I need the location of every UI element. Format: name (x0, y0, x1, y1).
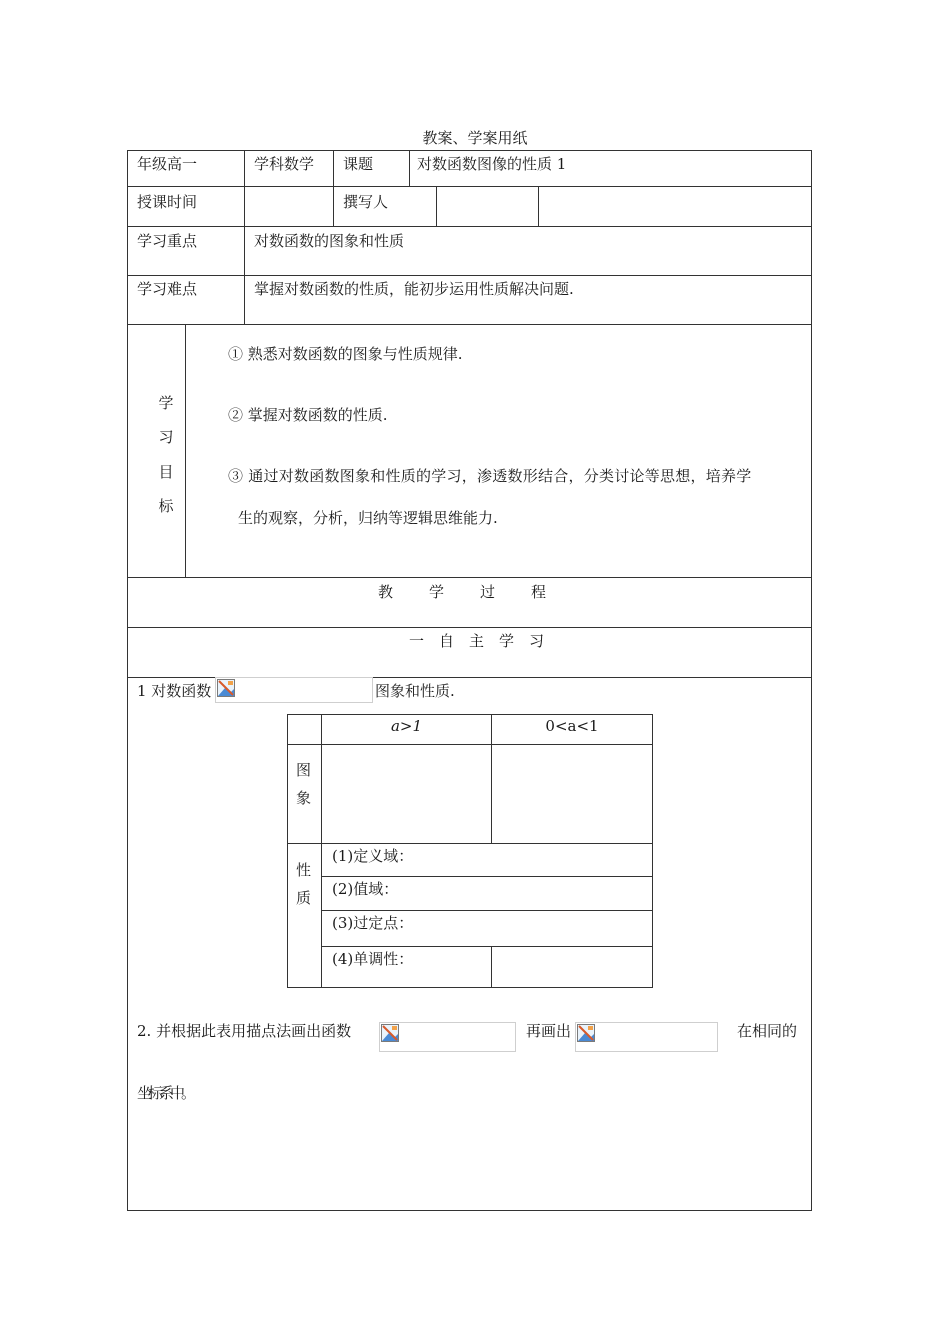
time-label: 授课时间 (137, 193, 198, 211)
objectives-label-char: 习 (158, 428, 174, 446)
objectives-label-char: 标 (158, 497, 174, 515)
q2-suffix: 在相同的 (737, 1022, 798, 1040)
process-heading: 教 学 过 程 (378, 583, 549, 601)
graph-label-char: 象 (296, 789, 312, 807)
inner-row-divider (321, 946, 653, 947)
prop-label-char: 性 (296, 861, 312, 879)
graph-label-char: 图 (296, 761, 312, 779)
section1-heading: 一 自 主 学 习 (409, 632, 545, 650)
table-border-bottom (127, 1210, 812, 1211)
inner-col-divider (491, 946, 492, 988)
inner-row-divider (321, 876, 653, 877)
focus-label: 学习重点 (137, 232, 198, 250)
focus-value: 对数函数的图象和性质 (254, 232, 405, 250)
col-divider (538, 186, 539, 227)
property-monotonicity: (4)单调性： (332, 950, 414, 968)
inner-table-border (287, 987, 653, 988)
author-label: 撰写人 (343, 193, 389, 211)
inner-row-divider (321, 910, 653, 911)
col-divider (333, 150, 334, 227)
objectives-label-char: 学 (158, 394, 174, 412)
objectives-label-char: 目 (158, 463, 174, 481)
table-border-left (127, 150, 128, 1211)
objective-item-3-line1: ③ 通过对数函数图象和性质的学习，渗透数形结合，分类讨论等思想，培养学 (228, 467, 752, 485)
grade-cell: 年级高一 (137, 155, 198, 173)
col-header-a-gt-1: a>1 (390, 717, 423, 735)
objective-item-1: ① 熟悉对数函数的图象与性质规律. (228, 345, 463, 363)
col-divider (409, 150, 410, 187)
row-divider (127, 226, 812, 227)
inner-row-divider (287, 744, 653, 745)
q2-middle: 再画出 (526, 1022, 572, 1040)
broken-image-icon (577, 1024, 595, 1042)
formula-image (575, 1022, 718, 1052)
col-divider (244, 150, 245, 227)
property-fixed-point: (3)过定点： (332, 914, 414, 932)
row-divider (127, 186, 812, 187)
col-divider (244, 226, 245, 324)
inner-row-divider (287, 843, 653, 844)
col-divider (185, 324, 186, 578)
prop-label-char: 质 (296, 889, 312, 907)
objective-item-3-line2: 生的观察，分析，归纳等逻辑思维能力. (238, 509, 498, 527)
row-divider (127, 275, 812, 276)
table-border-right (811, 150, 812, 1211)
q1-suffix: 图象和性质. (375, 682, 455, 700)
page-title: 教案、学案用纸 (422, 129, 528, 147)
col-divider (436, 186, 437, 227)
objective-item-2: ② 掌握对数函数的性质. (228, 406, 388, 424)
property-range: (2)值域： (332, 880, 399, 898)
row-divider (127, 324, 812, 325)
q1-prefix: 1 对数函数 (137, 682, 212, 700)
q2-line2: 坐标系中。 (137, 1084, 193, 1102)
topic-value: 对数函数图像的性质 1 (417, 155, 567, 173)
table-border-top (127, 150, 812, 151)
broken-image-icon (217, 679, 235, 697)
formula-image (215, 677, 373, 703)
inner-table-border (287, 714, 288, 988)
q2-prefix: 2. 并根据此表用描点法画出函数 (137, 1022, 352, 1040)
difficulty-value: 掌握对数函数的性质，能初步运用性质解决问题. (254, 280, 574, 298)
difficulty-label: 学习难点 (137, 280, 198, 298)
topic-label: 课题 (343, 155, 374, 173)
formula-image (379, 1022, 516, 1052)
property-domain: (1)定义域： (332, 847, 414, 865)
broken-image-icon (381, 1024, 399, 1042)
subject-cell: 学科数学 (254, 155, 315, 173)
col-header-a-between-0-1: 0<a<1 (545, 717, 599, 735)
inner-table-border (287, 714, 653, 715)
row-divider (127, 627, 812, 628)
row-divider (127, 577, 812, 578)
